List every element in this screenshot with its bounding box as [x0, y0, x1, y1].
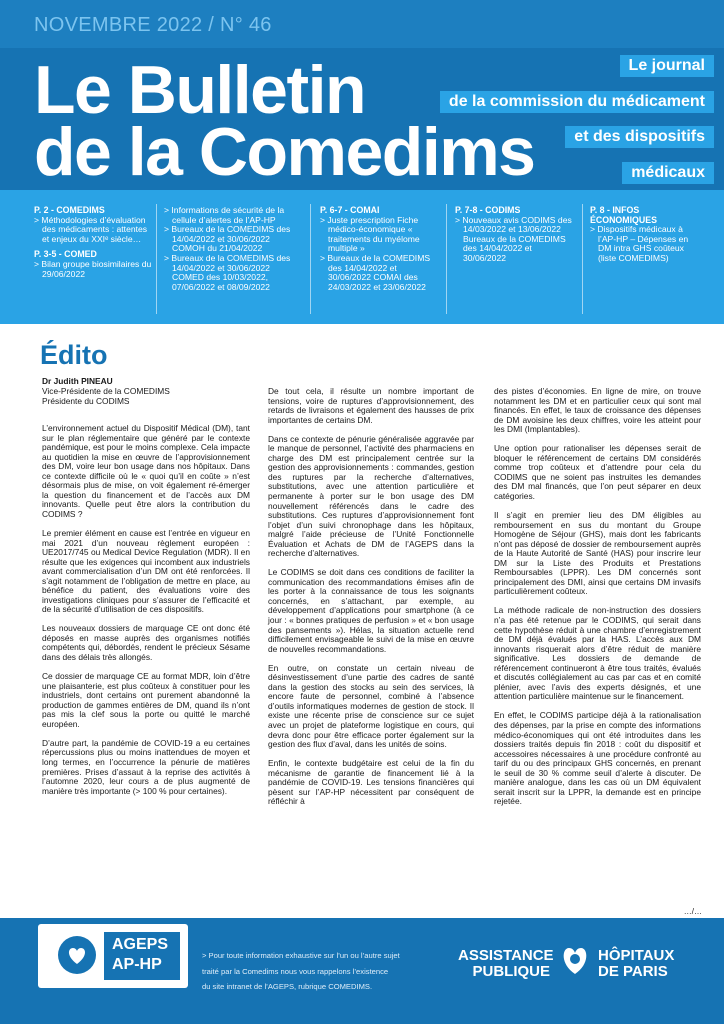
toc-column-5: [590, 206, 702, 264]
toc-item[interactable]: > Bilan groupe biosimilaires du 29/06/2022: [34, 258, 152, 279]
aphp-wordmark-left: [458, 947, 554, 980]
ageps-logo: [38, 924, 188, 988]
toc-column-2: [164, 206, 304, 292]
toc-column-4: [455, 206, 577, 264]
paragraph: D’autre part, la pandémie de COVID-19 a eu certaines répercussions plus ou moins inattendues de moyen et long termes, en l’occurrence la pénurie de matières premières. Prises d’assaut à la reprise des activités à l’automne 2020, leur cours a de plus augmenté de manière très importante (> 100 % pour certaines).: [42, 737, 250, 796]
tagline-2: de la commission du médicament: [440, 91, 714, 113]
paragraph: En outre, on constate un certain niveau de désinvestissement d’une partie des cadres de santé dans la gestion des stocks au sein des services, là encore faute de personnel, combiné à l’absence d’outils informatiques modernes de gestion de stock. Il existe une récente prise de conscience sur ce sujet avec un projet de plateforme logistique en cours, qui devra donc pour être efficace porter également sur la gestion des flux d’aval, dans les unités de soins.: [268, 662, 474, 750]
toc-item[interactable]: > Méthodologies d’évaluation des médicaments : attentes et enjeux du XXIᵉ siècle…: [34, 214, 148, 244]
continued-marker: …/…: [683, 907, 702, 916]
paragraph: Le CODIMS se doit dans ces conditions de faciliter la communication des recommandations émises afin de les porter à la connaissance de tous les soignants concernés, en s’attachant, par exemple, au développement d’applications pour smartphone (à ce jour : « bonnes pratiques de perfusion » et « bon usage des pansements »). Hélas, la situation actuelle rend difficilement envisageable le suivi de la mise en œuvre de nouvelles recommandations.: [268, 567, 474, 654]
toc-item[interactable]: > Juste prescription Fiche médico-économique « traitements du myélome multiple »: [320, 214, 420, 254]
toc-column-3: [320, 206, 442, 292]
paragraph: des pistes d’économies. En ligne de mire, on trouve notamment les DM et en particulier ceux qui sont mal financés. En effet, le taux de croissance des dépenses de DM avoisine les deux chiffres, voire les atteint pour les DMI (Implantables).: [494, 386, 701, 435]
toc-section-title[interactable]: P. 6-7 - COMAI: [320, 205, 380, 215]
toc-column-1: [34, 206, 152, 279]
author-role: Vice-Présidente de la COMEDIMS: [42, 385, 170, 396]
toc-divider: [582, 204, 583, 314]
article-column-1: [42, 424, 250, 806]
ageps-line-1: AGEPS: [112, 936, 169, 953]
masthead: [0, 0, 724, 190]
aphp-wordmark-right: [598, 948, 698, 980]
ageps-line-2: AP-HP: [112, 956, 162, 973]
aphp-heart-icon: [556, 940, 594, 980]
heart-icon: [58, 936, 96, 974]
edito-heading: Édito: [40, 340, 108, 370]
footer: [0, 918, 724, 1024]
paragraph: De tout cela, il résulte un nombre important de tensions, voire de ruptures d’approvisionnement, des retards de livraisons et également des hausses de prix importantes de certains DM.: [268, 386, 474, 425]
title-line-1: Le Bulletin: [34, 52, 366, 128]
toc-section-title[interactable]: P. 2 - COMEDIMS: [34, 205, 105, 215]
toc-item[interactable]: > Nouveaux avis CODIMS des 14/03/2022 et 13/06/2022 Bureaux de la COMEDIMS des 14/04/2022 et 30/06/2022: [455, 214, 572, 263]
toc-divider: [156, 204, 157, 314]
paragraph: Les nouveaux dossiers de marquage CE ont donc été déposés en masse auprès des organismes notifiés compétents qui, débordés, rendent le précieux Sésame dans des délais très allongés.: [42, 623, 250, 663]
author-block: [42, 377, 170, 406]
paragraph: En effet, le CODIMS participe déjà à la rationalisation des dépenses, par la prise en compte des informations médico-économiques qui ont été introduites dans les dossiers traités depuis fin 2018 : coût du dispositif et accessoires nécessaires à une procédure confronté au tarif du ou des principaux GHS concernés, en prenant le seuil de 30 % comme seuil d’alerte à discuter. De manière analogue, dans les cas où un DM équivalent serait inscrit sur la LPPR, la demande est en principe rejetée.: [494, 710, 701, 807]
toc-section-title[interactable]: P. 3-5 - COMED: [34, 249, 97, 260]
aphp-text: ASSISTANCE: [458, 947, 554, 964]
tagline-3: et des dispositifs: [565, 126, 714, 148]
toc-item[interactable]: > Bureaux de la COMEDIMS des 14/04/2022 et 30/06/2022 COMED des 10/03/2022, 07/06/2022 et 08/09/2022: [164, 252, 291, 292]
issue-date: NOVEMBRE 2022 / N° 46: [34, 14, 272, 36]
note-line: du site intranet de l’AGEPS, rubrique COMEDIMS.: [202, 982, 373, 991]
paragraph: Enfin, le contexte budgétaire est celui de la fin du mécanisme de garantie de financement lié à la pandémie de COVID-19. Les tensions financières qui pèsent sur l’AP-HP nécessitent par conséquent de réfléchir à: [268, 758, 474, 807]
paragraph: Dans ce contexte de pénurie généralisée aggravée par le manque de personnel, l’activité des pharmaciens en charge des DM est principalement centrée sur la gestion des approvisionnements : commandes, gestion des ruptures par la recherche d’alternatives, substitutions, avec une attention particulière et permanente à porter sur le bon usage des DM nouvellement référencés dans le cadre des substitutions. Ces ruptures d’approvisionnement font l’objet d’un suivi chronophage dans les hôpitaux, malgré l’aide précieuse de l’Unité Fonctionnelle Évaluation et Achats de DM de l’AGEPS dans la recherche d’alternatives.: [268, 433, 474, 559]
toc-section-title[interactable]: P. 8 - INFOS ÉCONOMIQUES: [590, 205, 657, 225]
paragraph: La méthode radicale de non-instruction des dossiers n’a pas été retenue par le CODIMS, qui serait dans cette hypothèse réduit à une chambre d’enregistrement de DM déjà évalués par la HAS. L’accès aux DM innovants risquerait alors d’être réduit de manière significative. Les dossiers de demande de référencement continueront à être tous traités, évalués et discutés collégialement au cas par cas et en comité plénier, avec l’avis des experts désignés, et une attention particulière maintenue sur le financement.: [494, 605, 701, 702]
author-role: Présidente du CODIMS: [42, 395, 130, 406]
toc-item[interactable]: > Bureaux de la COMEDIMS des 14/04/2022 et 30/06/2022 COMAI des 24/03/2022 et 23/06/2022: [320, 252, 431, 292]
toc-divider: [446, 204, 447, 314]
toc-item[interactable]: > Informations de sécurité de la cellule d’alertes de l’AP-HP: [164, 205, 285, 225]
footer-note: [202, 948, 432, 995]
aphp-text: HÔPITAUX: [598, 947, 675, 964]
note-line: traité par la Comedims nous vous rappelons l’existence: [202, 966, 389, 976]
title-line-2: de la Comedims: [34, 114, 535, 190]
paragraph: Il s’agit en premier lieu des DM éligibles au remboursement en sus du montant du Groupe Homogène de Séjour (GHS), mais dont les fabricants n’ont pas déposé de dossier de remboursement auprès de la Haute Autorité de Santé (HAS) pour inscrire leur DM sur la Liste des Produits et Prestations Remboursables (LPPR). Les DM concernés sont principalement des DMI, ainsi que certains DM invasifs particulièrement coûteux.: [494, 510, 701, 597]
article-column-2: [268, 387, 474, 816]
author-name: Dr Judith PINEAU: [42, 376, 113, 386]
toc-item[interactable]: > Dispositifs médicaux à l’AP-HP – Dépenses en DM intra GHS coûteux (liste COMEDIMS): [590, 224, 689, 263]
paragraph: Une option pour rationaliser les dépenses serait de bloquer le référencement de certains DM considérés comme trop coûteux et d’attendre pour cela du CODIMS que ne soient pas instruites les demandes des DM mal financés, que l’on peut séparer en deux catégories.: [494, 443, 701, 501]
paragraph: Le premier élément en cause est l’entrée en vigueur en mai 2021 d’un nouveau règlement européen : UE2017/745 ou Medical Device Regulation (MDR). Il en résulte que les exigences qui incombent aux industriels avant commercialisation d’un DM ont été renforcées. Il s’agit notamment de l’obligation de mettre en place, au bénéfice du patient, des évaluations voire des investigations cliniques pour s’assurer de l’efficacité et de la sécurité d’utilisation de ces dispositifs.: [42, 527, 250, 615]
paragraph: Ce dossier de marquage CE au format MDR, loin d’être une plaisanterie, est plus coûteux à constituer pour les industriels, dont certains ont purement abandonné la production de gammes entières de DM, quand ils n’ont pas mis la clef sous la porte ou quitté le marché européen.: [42, 671, 250, 729]
ageps-label: [104, 932, 180, 980]
toc-divider: [310, 204, 311, 314]
tagline-1: Le journal: [620, 55, 714, 77]
table-of-contents: [0, 190, 724, 324]
aphp-text: PUBLIQUE: [472, 963, 550, 980]
tagline-4: médicaux: [622, 162, 714, 184]
paragraph: L’environnement actuel du Dispositif Médical (DM), tant sur le plan réglementaire que généré par le contexte pandémique, est pour le moins complexe. Cela impacte au quotidien la mise en œuvre de l’approvisionnement des DM, voire leur bon usage dans nos hôpitaux. Dans ce contexte difficile où le « quoi qu’il en coûte » n’est désormais plus de mise, on voit également ré-émerger la question du financement et de l’accès aux DM innovants. Quelle peut être alors la contribution du CODIMS ?: [42, 423, 250, 519]
article-column-3: [494, 387, 701, 816]
aphp-text: DE PARIS: [598, 963, 668, 980]
toc-item[interactable]: > Bureaux de la COMEDIMS des 14/04/2022 et 30/06/2022 COMOH du 21/04/2022: [164, 224, 291, 254]
toc-section-title[interactable]: P. 7-8 - CODIMS: [455, 205, 521, 215]
note-line: > Pour toute information exhaustive sur l’un ou l’autre sujet: [202, 951, 400, 960]
